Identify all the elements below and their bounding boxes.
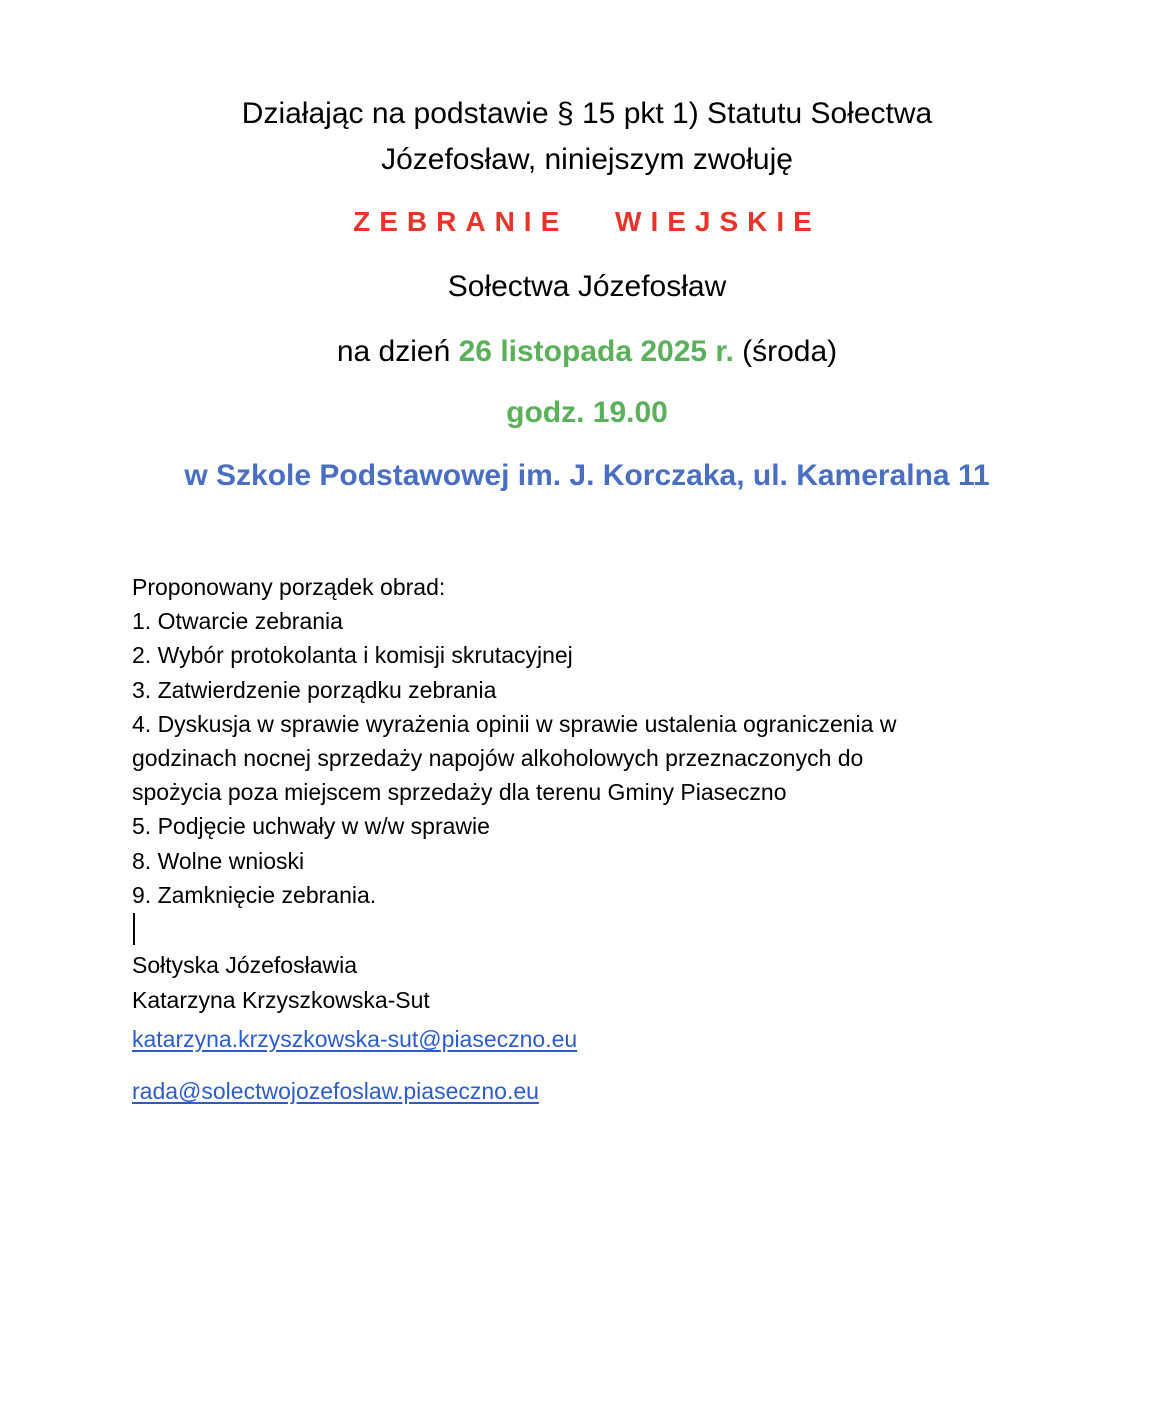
date-prefix: na dzień: [336, 335, 451, 368]
meeting-date-line: [0, 332, 1174, 372]
meeting-hour: godz. 19.00: [506, 396, 668, 429]
meeting-title: ZEBRANIE WIEJSKIE: [353, 206, 821, 237]
text-cursor: [133, 913, 135, 945]
intro-paragraph: [0, 91, 1174, 183]
agenda-item: 4. Dyskusja w sprawie wyrażenia opinii w sprawie ustalenia ograniczenia w: [132, 710, 897, 737]
meeting-place: w Szkole Podstawowej im. J. Korczaka, ul. Kameralna 11: [184, 459, 990, 492]
agenda-item: 3. Zatwierdzenie porządku zebrania: [132, 676, 497, 703]
agenda-item: spożycia poza miejscem sprzedaży dla terenu Gminy Piaseczno: [132, 779, 787, 806]
agenda-item: 9. Zamknięcie zebrania.: [132, 881, 377, 908]
agenda-item: 8. Wolne wnioski: [132, 847, 305, 874]
signature-block: [132, 948, 430, 1018]
solectwo-name: Sołectwa Józefosław: [447, 270, 727, 303]
signature-role: Sołtyska Józefosławia: [132, 952, 357, 978]
agenda-item: 2. Wybór protokolanta i komisji skrutacyjnej: [132, 642, 573, 669]
email-link-soltyska[interactable]: katarzyna.krzyszkowska-sut@piaseczno.eu: [132, 1026, 578, 1052]
agenda-item: 1. Otwarcie zebrania: [132, 608, 343, 635]
meeting-date: 26 listopada 2025 r.: [458, 335, 734, 368]
agenda-heading: Proponowany porządek obrad:: [132, 574, 446, 600]
intro-line-2: Józefosław, niniejszym zwołuję: [381, 143, 793, 176]
signature-name: Katarzyna Krzyszkowska-Sut: [132, 987, 430, 1013]
date-weekday: (środa): [742, 335, 838, 368]
email-link-rada[interactable]: rada@solectwojozefoslaw.piaseczno.eu: [132, 1078, 539, 1104]
agenda-item: 5. Podjęcie uchwały w w/w sprawie: [132, 813, 490, 840]
agenda: [132, 570, 1032, 912]
agenda-item: godzinach nocnej sprzedaży napojów alkoholowych przeznaczonych do: [132, 745, 864, 772]
intro-line-1: Działając na podstawie § 15 pkt 1) Statutu Sołectwa: [241, 97, 933, 130]
